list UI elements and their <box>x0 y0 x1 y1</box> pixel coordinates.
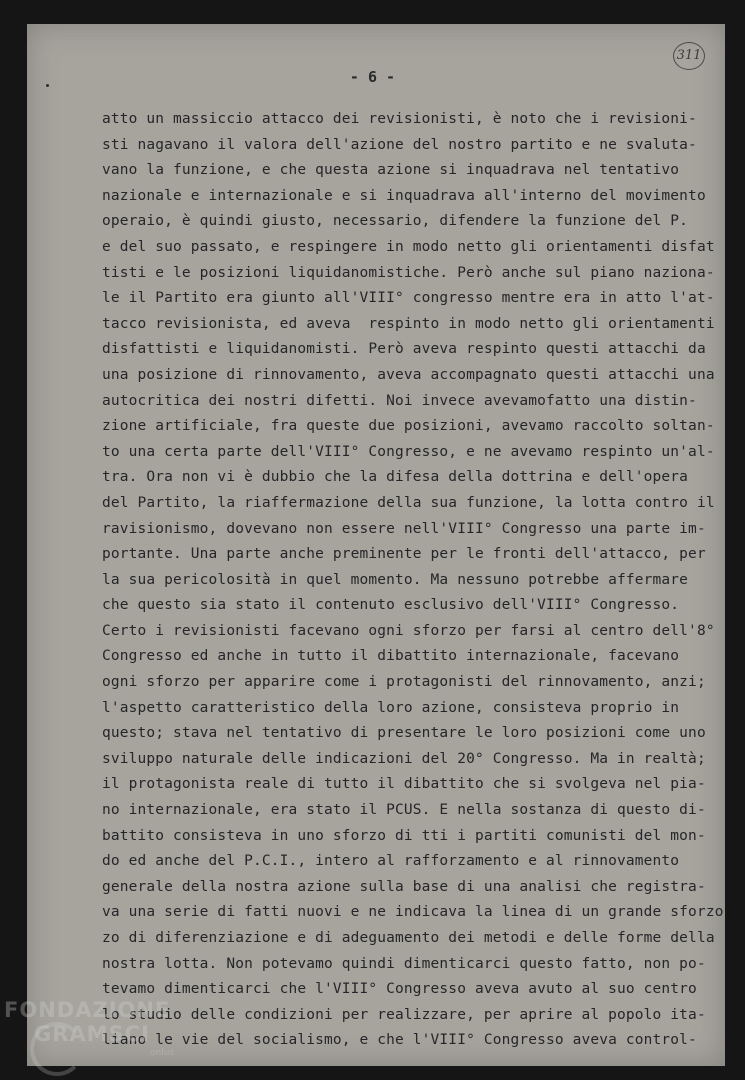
text-line: sti nagavano il valora dell'azione del nostro partito e ne svaluta- <box>102 136 697 153</box>
text-line: va una serie di fatti nuovi e ne indicava la linea di un grande sforzo <box>102 904 724 921</box>
text-line: ravisionismo, dovevano non essere nell'VIII° Congresso una parte im- <box>102 520 706 537</box>
text-line: e del suo passato, e respingere in modo netto gli orientamenti disfat <box>102 238 715 255</box>
text-line: to una certa parte dell'VIII° Congresso, e ne avevamo respinto un'al- <box>102 443 715 460</box>
text-line: generale della nostra azione sulla base di una analisi che registra- <box>102 878 706 895</box>
text-line: una posizione di rinnovamento, aveva accompagnato questi attacchi una <box>102 366 715 383</box>
watermark-line1: FONDAZIONE <box>4 998 171 1022</box>
text-line: l'aspetto caratteristico della loro azione, consisteva proprio in <box>102 699 680 716</box>
text-line: tevamo dimenticarci che l'VIII° Congresso aveva avuto al suo centro <box>102 981 697 998</box>
typewritten-body <box>102 107 722 1054</box>
text-line: disfattisti e liquidanomisti. Però aveva respinto questi attacchi da <box>102 341 706 358</box>
text-line: tacco revisionista, ed aveva respinto in modo netto gli orientamenti <box>102 315 715 332</box>
text-line: operaio, è quindi giusto, necessario, difendere la funzione del P. <box>102 213 689 230</box>
page-number: - 6 - <box>349 68 396 86</box>
text-line: nazionale e internazionale e si inquadrava all'interno del movimento <box>102 187 706 204</box>
text-line: vano la funzione, e che questa azione si inquadrava nel tentativo <box>102 162 680 179</box>
text-line: do ed anche del P.C.I., intero al rafforzamento e al rinnovamento <box>102 853 680 870</box>
text-line: battito consisteva in uno sforzo di tti i partiti comunisti del mon- <box>102 827 706 844</box>
text-line: no internazionale, era stato il PCUS. E nella sostanza di questo di- <box>102 802 706 819</box>
fondazione-gramsci-watermark <box>4 998 194 1078</box>
text-line: lo studio delle condizioni per realizzare, per aprire al popolo ita- <box>102 1006 706 1023</box>
text-line: Congresso ed anche in tutto il dibattito internazionale, facevano <box>102 648 680 665</box>
text-line: il protagonista reale di tutto il dibattito che si svolgeva nel pia- <box>102 776 706 793</box>
text-line: tisti e le posizioni liquidanomistiche. Però anche sul piano naziona- <box>102 264 715 281</box>
text-line: portante. Una parte anche preminente per le fronti dell'attacco, per <box>102 546 706 563</box>
text-line: liano le vie del socialismo, e che l'VIII° Congresso aveva control- <box>102 1032 697 1049</box>
watermark-line2: GRAMSCI <box>34 1022 150 1046</box>
text-line: ogni sforzo per apparire come i protagonisti del rinnovamento, anzi; <box>102 674 706 691</box>
archive-number-stamp: 311 <box>673 42 705 70</box>
text-line: del Partito, la riaffermazione della sua funzione, la lotta contro il <box>102 494 715 511</box>
text-line: sviluppo naturale delle indicazioni del 20° Congresso. Ma in realtà; <box>102 750 706 767</box>
text-line: questo; stava nel tentativo di presentare le loro posizioni come uno <box>102 725 706 742</box>
text-line: tra. Ora non vi è dubbio che la difesa della dottrina e dell'opera <box>102 469 689 486</box>
text-line: che questo sia stato il contenuto esclusivo dell'VIII° Congresso. <box>102 597 680 614</box>
text-line: zo di diferenziazione e di adeguamento dei metodi e delle forme della <box>102 930 715 946</box>
text-line: autocritica dei nostri difetti. Noi invece avevamofatto una distin- <box>102 392 697 409</box>
text-line: atto un massiccio attacco dei revisionisti, è noto che i revisioni- <box>102 111 697 127</box>
text-line: le il Partito era giunto all'VIII° congresso mentre era in atto l'at- <box>102 290 715 307</box>
watermark-line3: onlus <box>150 1048 175 1058</box>
text-line: Certo i revisionisti facevano ogni sforzo per farsi al centro dell'8° <box>102 622 715 639</box>
text-line: la sua pericolosità in quel momento. Ma nessuno potrebbe affermare <box>102 571 689 588</box>
text-line: zione artificiale, fra queste due posizioni, avevamo raccolto soltan- <box>102 418 715 435</box>
text-line: nostra lotta. Non potevamo quindi dimenticarci questo fatto, non po- <box>102 955 706 972</box>
